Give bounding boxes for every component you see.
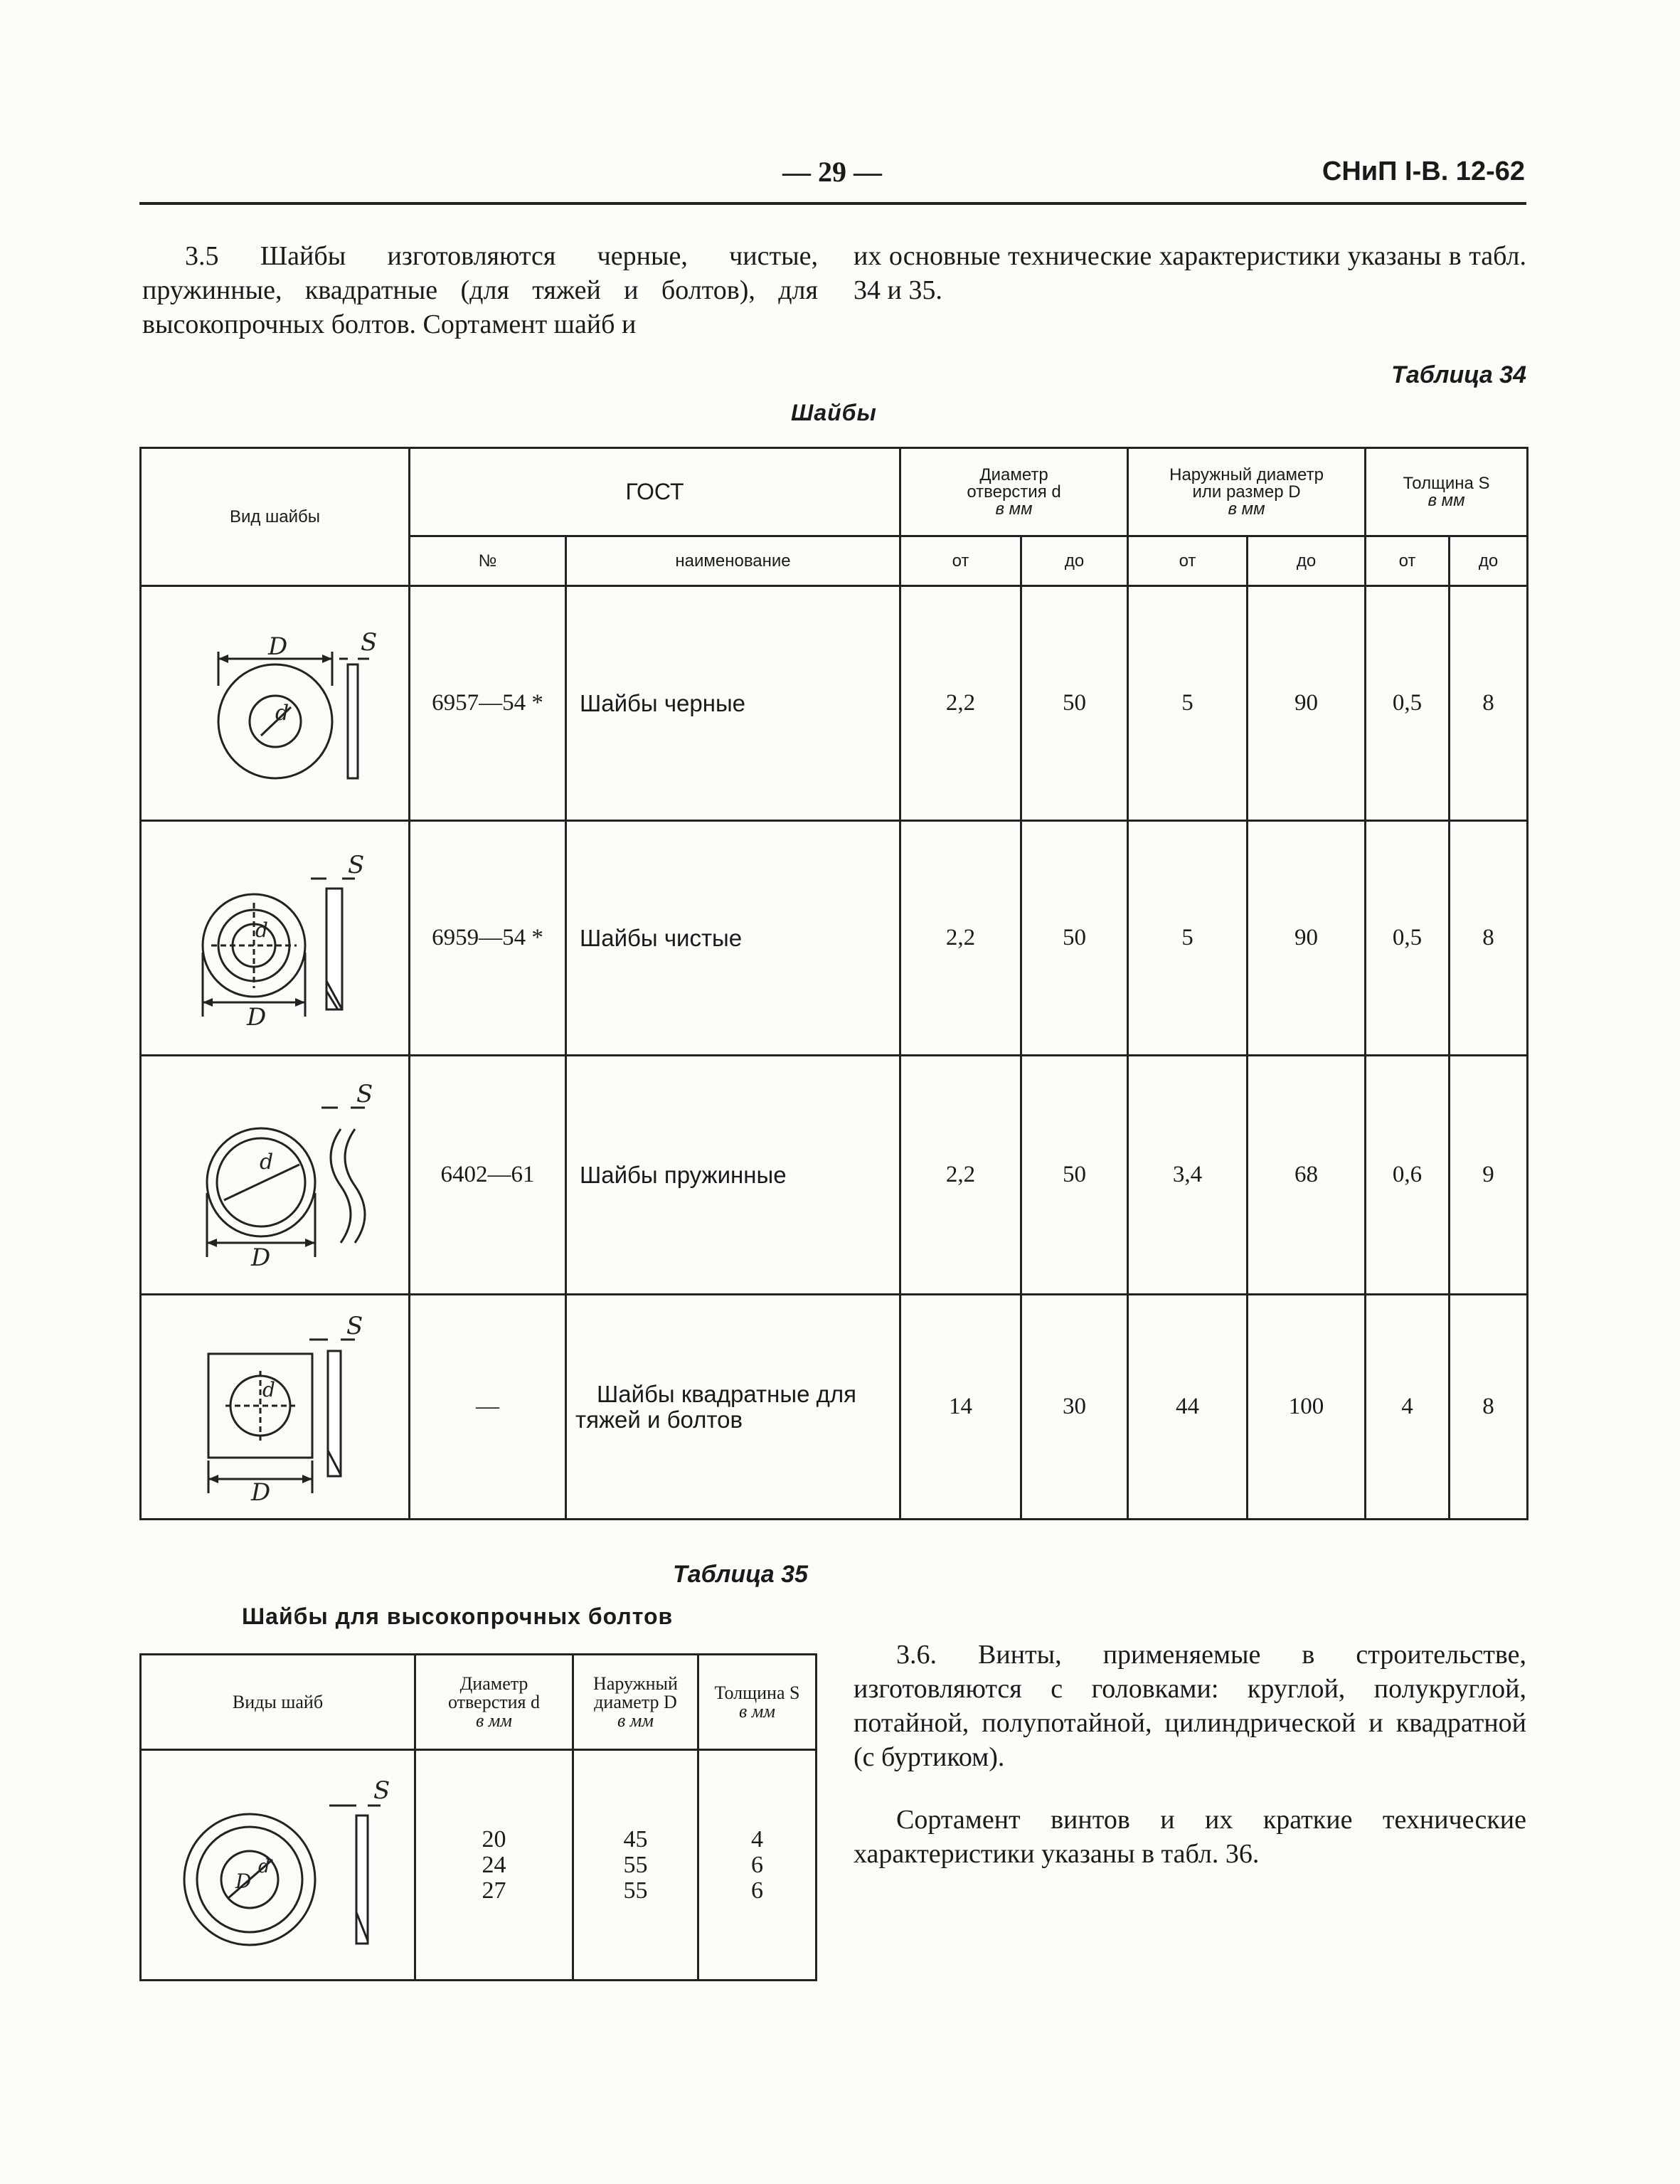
svg-text:S: S (373, 1776, 390, 1805)
intro-left-paragraph: 3.5 Шайбы изготовляются черные, чистые, пружинные, квадратные (для тяжей и болтов), для высокопрочных болтов. Сортамент шайб и (142, 241, 818, 339)
D-to: 90 (1248, 586, 1366, 821)
svg-text:S: S (346, 1311, 363, 1340)
t35-header-hole-line2: отверстия d (448, 1691, 540, 1712)
table-row (141, 1295, 1528, 1520)
svg-text:d: d (259, 1149, 273, 1175)
section36-paragraph2: Сортамент винтов и их краткие технические характеристики указаны в табл. 36. (854, 1805, 1526, 1869)
D-to: 100 (1248, 1295, 1366, 1520)
header-thick-line1: Толщина S (1403, 473, 1490, 493)
header-name: наименование (566, 536, 900, 586)
d-from: 2,2 (900, 1056, 1021, 1295)
D-to: 68 (1248, 1056, 1366, 1295)
header-hole-line3: в мм (995, 499, 1033, 519)
table-row (141, 1056, 1528, 1295)
D-from: 3,4 (1128, 1056, 1248, 1295)
page-number: — 29 — (782, 156, 882, 188)
header-hole-diameter (900, 448, 1128, 536)
header-thick-line2: в мм (1428, 490, 1465, 510)
header-hole-line2: отверстия d (967, 482, 1061, 502)
t35-header-thick-line2: в мм (739, 1700, 775, 1722)
s-to: 8 (1450, 586, 1528, 821)
t35-D-value: 55 (623, 1851, 648, 1878)
header-to: до (1021, 536, 1128, 586)
t35-header-hole-line1: Диаметр (459, 1673, 528, 1694)
s-from: 0,5 (1366, 586, 1450, 821)
table-row (141, 1750, 817, 1981)
header-hole-line1: Диаметр (979, 465, 1048, 484)
table35-title: Шайбы для высокопрочных болтов (242, 1603, 674, 1629)
header-thickness (1366, 448, 1528, 536)
t35-header-outer-line2: диаметр D (594, 1691, 677, 1712)
svg-text:D: D (235, 1869, 251, 1893)
gost-no: 6959—54 * (410, 821, 566, 1056)
t35-s-value: 4 (751, 1825, 763, 1852)
header-outer-line1: Наружный диаметр (1169, 465, 1324, 484)
washer-name: Шайбы черные (566, 586, 900, 821)
washer-name-line2: тяжей и болтов (575, 1406, 743, 1433)
D-from: 5 (1128, 821, 1248, 1056)
t35-header-thick-line1: Толщина S (714, 1682, 800, 1703)
D-to: 90 (1248, 821, 1366, 1056)
svg-text:D: D (250, 1478, 270, 1503)
d-to: 50 (1021, 1056, 1128, 1295)
header-no: № (410, 536, 566, 586)
t35-D-values (573, 1750, 698, 1981)
table-35 (139, 1653, 817, 1981)
svg-text:d: d (257, 1855, 270, 1877)
gost-no: — (410, 1295, 566, 1520)
t35-D-value: 45 (623, 1825, 648, 1852)
D-from: 5 (1128, 586, 1248, 821)
t35-d-value: 20 (482, 1825, 506, 1852)
svg-text:D: D (246, 1002, 266, 1031)
washer-name-line1: Шайбы квадратные для (597, 1380, 856, 1407)
header-to: до (1450, 536, 1528, 586)
header-to: до (1248, 536, 1366, 586)
s-from: 4 (1366, 1295, 1450, 1520)
svg-text:S: S (356, 1079, 373, 1108)
t35-s-value: 6 (751, 1877, 763, 1904)
section36-paragraph1: 3.6. Винты, применяемые в строительстве, изготовляются с головками: круглой, полукруглой, потайной, полупотайной, цилиндрической и квадратной (с буртиком). (854, 1640, 1526, 1772)
spring-washer-icon (141, 1056, 410, 1295)
t35-d-value: 24 (482, 1851, 506, 1878)
washer-name (566, 1295, 900, 1520)
svg-text:d: d (262, 1377, 275, 1401)
t35-D-value: 55 (623, 1877, 648, 1904)
intro-right-paragraph: их основные технические характеристики указаны в табл. 34 и 35. (854, 241, 1526, 305)
t35-header-hole-line3: в мм (476, 1709, 512, 1731)
t35-header-thickness (698, 1655, 817, 1750)
high-strength-washer-icon (141, 1750, 415, 1981)
header-from: от (1366, 536, 1450, 586)
d-from: 2,2 (900, 586, 1021, 821)
D-from: 44 (1128, 1295, 1248, 1520)
t35-s-values (698, 1750, 817, 1981)
t35-header-outer (573, 1655, 698, 1750)
document-code: СНиП I-В. 12-62 (1322, 157, 1525, 186)
square-washer-icon (141, 1295, 410, 1520)
table-row (141, 586, 1528, 821)
header-outer-line3: в мм (1228, 499, 1265, 519)
t35-header-outer-line1: Наружный (593, 1673, 678, 1694)
svg-text:D: D (250, 1243, 270, 1271)
s-to: 9 (1450, 1056, 1528, 1295)
gost-no: 6402—61 (410, 1056, 566, 1295)
clean-washer-icon (141, 821, 410, 1056)
svg-text:d: d (275, 700, 289, 726)
header-from: от (900, 536, 1021, 586)
header-outer-diameter (1128, 448, 1366, 536)
washer-name: Шайбы пружинные (566, 1056, 900, 1295)
header-rule (139, 202, 1526, 205)
d-from: 2,2 (900, 821, 1021, 1056)
s-from: 0,5 (1366, 821, 1450, 1056)
d-to: 50 (1021, 586, 1128, 821)
d-to: 50 (1021, 821, 1128, 1056)
d-to: 30 (1021, 1295, 1128, 1520)
svg-text:d: d (255, 918, 268, 942)
t35-header-hole (415, 1655, 573, 1750)
s-to: 8 (1450, 821, 1528, 1056)
svg-text:S: S (347, 850, 364, 879)
t35-d-values (415, 1750, 573, 1981)
svg-text:D: D (267, 632, 287, 661)
table34-title: Шайбы (791, 400, 877, 425)
gost-no: 6957—54 * (410, 586, 566, 821)
black-washer-icon (141, 586, 410, 821)
s-from: 0,6 (1366, 1056, 1450, 1295)
table34-label: Таблица 34 (1391, 361, 1526, 388)
t35-s-value: 6 (751, 1851, 763, 1878)
header-view: Вид шайбы (141, 448, 410, 586)
header-gost: ГОСТ (410, 448, 900, 536)
table-row (141, 821, 1528, 1056)
d-from: 14 (900, 1295, 1021, 1520)
washer-name: Шайбы чистые (566, 821, 900, 1056)
header-outer-line2: или размер D (1192, 482, 1301, 502)
table35-label: Таблица 35 (673, 1561, 808, 1588)
t35-header-view: Виды шайб (141, 1655, 415, 1750)
svg-text:S: S (360, 627, 377, 657)
t35-header-outer-line3: в мм (617, 1709, 654, 1731)
table-34 (139, 447, 1529, 1520)
s-to: 8 (1450, 1295, 1528, 1520)
header-from: от (1128, 536, 1248, 586)
t35-d-value: 27 (482, 1877, 506, 1904)
